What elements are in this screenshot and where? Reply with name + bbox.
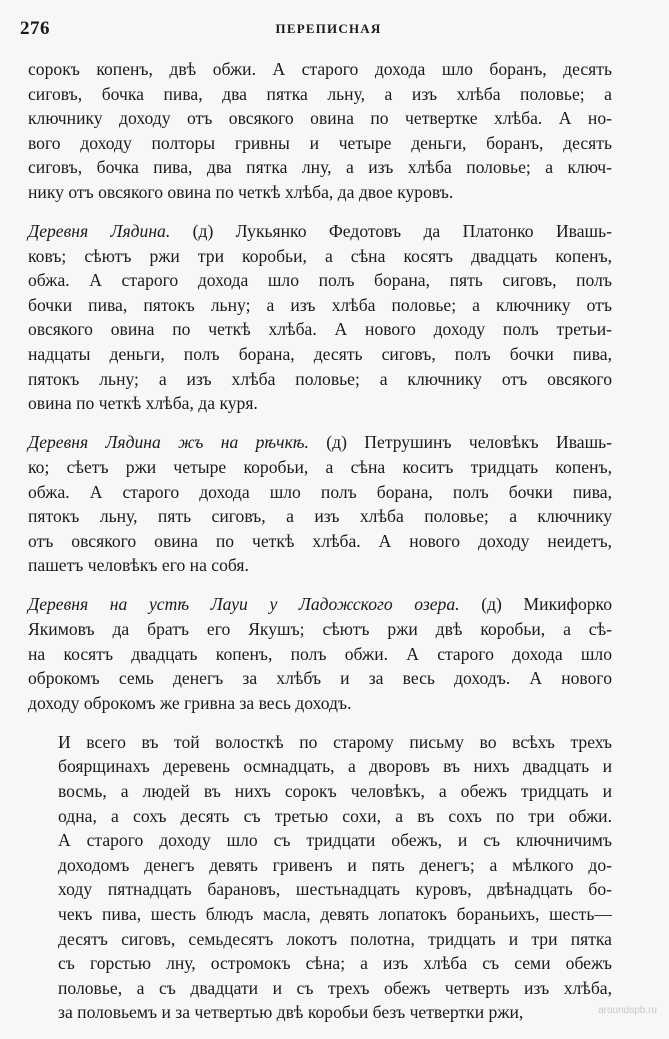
text-line: чекъ пива, шесть блюдъ масла, девять лопатокъ бораньихъ, шесть—	[58, 904, 612, 924]
text-line: ко; сѣетъ ржи четыре коробьи, а сѣна коситъ тридцать копенъ,	[28, 456, 612, 477]
page-number: 276	[20, 18, 50, 39]
text-line: половье, а съ двадцати и съ трехъ обежъ четверть изъ хлѣба,	[58, 977, 612, 998]
page-header	[20, 14, 637, 40]
text-line: бочки пива, пятокъ льну; а изъ хлѣба половье; а ключнику отъ	[28, 294, 612, 315]
text-line: обжа. А старого дохода шло полъ борана, полъ бочки пива,	[28, 481, 612, 502]
text-line: доходу оброкомъ же гривна за весь доходъ.	[28, 692, 352, 713]
village-heading: Деревня Лядина жъ на рѣчкѣ.	[28, 432, 309, 453]
text-line: десятъ сиговъ, семьдесятъ локотъ полотна, тридцать и три пятка	[58, 928, 612, 949]
text-line: за половьемъ и за четвертью двѣ коробьи безъ четвертки ржи,	[58, 1002, 524, 1023]
text-line: сиговъ, бочка пива, два пятка льну, а изъ хлѣба половье; а	[28, 83, 612, 104]
village-entry	[28, 430, 612, 578]
text-line: на косятъ двадцать копенъ, полъ обжи. А старого дохода шло	[28, 643, 612, 664]
text-line: сиговъ, бочка пива, два пятка лну, а изъ хлѣба половье; а ключ-	[28, 157, 612, 178]
text-line: овсякого овина по четкѣ хлѣба. А нового доходу полъ третьи-	[28, 319, 612, 340]
text-line	[28, 592, 612, 617]
text-line: оброкомъ семь денегъ за хлѣбъ и за весь доходъ. А нового	[28, 668, 612, 689]
text-line: пятокъ льну, пять сиговъ, а изъ хлѣба половье; а ключнику	[28, 506, 612, 527]
line-text: (д) Лукьянко Федотовъ да Платонко Ивашь-	[170, 221, 612, 242]
text-line: ходу пятнадцать барановъ, шестьнадцать куровъ, двѣнадцать бо-	[58, 879, 612, 900]
text-line: восмь, а людей въ нихъ сорокъ человѣкъ, а обежъ тридцать и	[58, 781, 612, 802]
text-line: пашетъ человѣкъ его на собя.	[28, 555, 249, 576]
text-line: отъ овсякого овина по четкѣ хлѣба. А нового доходу неидетъ,	[28, 530, 612, 551]
text-line: пятокъ льну; а изъ хлѣба половье; а ключнику отъ овсякого	[28, 368, 612, 389]
line-text: (д) Микифорко	[459, 594, 612, 615]
village-heading: Деревня на устѣ Лауи у Ладожского озера.	[28, 594, 460, 615]
text-line: боярщинахъ деревень осмнадцать, а дворовъ въ нихъ двадцать и	[58, 756, 612, 777]
village-heading: Деревня Лядина.	[28, 221, 171, 242]
text-line: надцаты деньги, полъ борана, десять сиговъ, полъ бочки пива,	[28, 344, 612, 365]
running-title: ПЕРЕПИСНАЯ	[275, 21, 382, 36]
body-text	[28, 57, 612, 1039]
line-text: (д) Петрушинъ человѣкъ Ивашь-	[308, 432, 613, 453]
text-line: доходомъ денегъ девять гривенъ и пять денегъ; а мѣлкого до-	[58, 854, 612, 875]
village-entry	[28, 219, 612, 416]
text-line: А старого доходу шло съ тридцати обежъ, и съ ключничимъ	[58, 830, 612, 851]
text-line: Якимовъ да братъ его Якушъ; сѣютъ ржи двѣ коробьи, а сѣ-	[28, 618, 612, 639]
text-line: овина по четкѣ хлѣба, да куря.	[28, 393, 258, 414]
text-line: ковъ; сѣютъ ржи три коробьи, а сѣна косятъ двадцать копенъ,	[28, 245, 612, 266]
village-entry	[28, 592, 612, 715]
text-line: обжа. А старого дохода шло полъ борана, пять сиговъ, полъ	[28, 270, 612, 291]
text-line: нику отъ овсякого овина по четкѣ хлѣба, да двое куровъ.	[28, 181, 454, 202]
text-line: И всего въ той волосткѣ по старому письму во всѣхъ трехъ	[58, 731, 612, 752]
text-line: сорокъ копенъ, двѣ обжи. А старого дохода шло боранъ, десять	[28, 59, 612, 79]
watermark: aroundspb.ru	[598, 1005, 657, 1016]
text-line: ключнику доходу отъ овсякого овина по четвертке хлѣба. А но-	[28, 108, 612, 129]
continuation-paragraph	[28, 57, 612, 205]
text-line	[28, 430, 612, 455]
text-line: съ горстью лну, остромокъ сѣна; а изъ хлѣба съ семи обежъ	[58, 953, 612, 974]
text-line: одна, а сохъ десять съ третью сохи, а въ сохъ по три обжи.	[58, 805, 612, 826]
text-line: вого доходу полторы гривны и четыре деньги, боранъ, десять	[28, 132, 612, 153]
text-line	[28, 219, 612, 244]
summary-paragraph	[28, 730, 612, 1025]
